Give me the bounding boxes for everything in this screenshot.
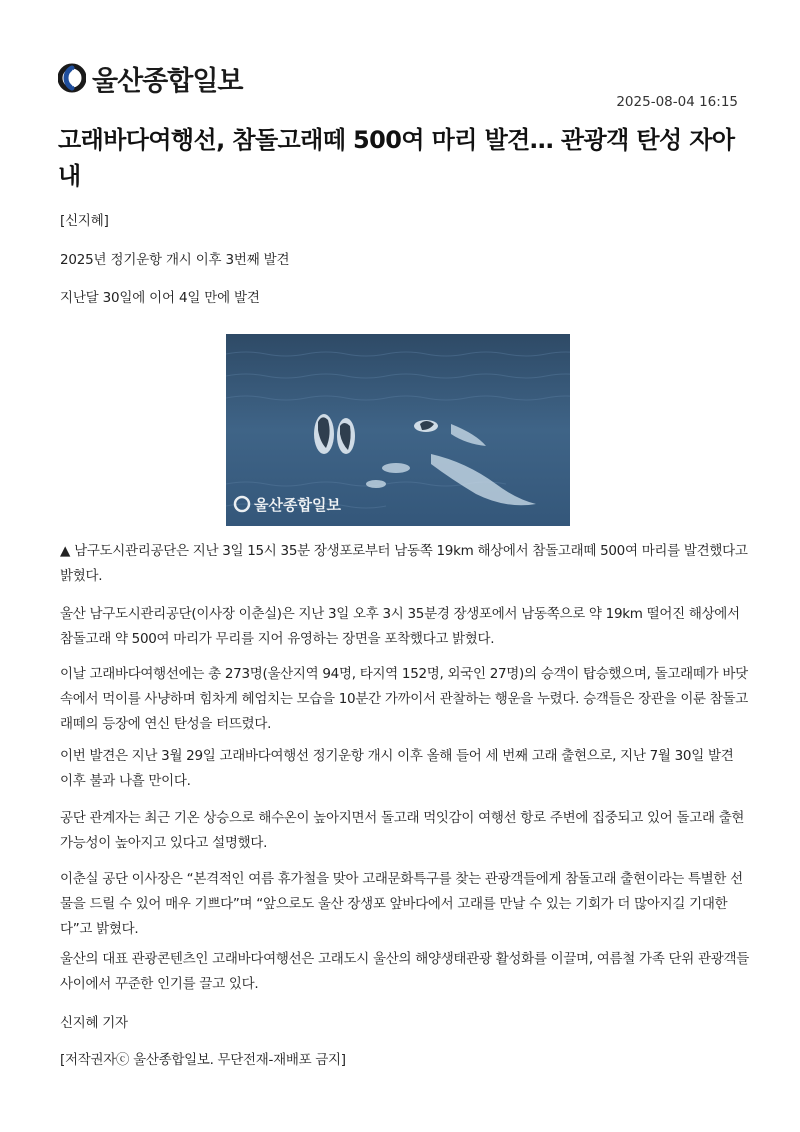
photo-watermark-text: 울산종합일보	[254, 496, 341, 514]
article-datetime: 2025-08-04 16:15	[616, 94, 738, 110]
article-byline: [신지혜]	[60, 213, 109, 229]
newspaper-name: 울산종합일보	[92, 65, 243, 97]
article-paragraph: 울산의 대표 관광콘텐츠인 고래바다여행선은 고래도시 울산의 해양생태관광 활성화를 이끌며, 여름철 가족 단위 관광객들 사이에서 꾸준한 인기를 끌고 있다.	[60, 951, 749, 992]
article-paragraph: 이번 발견은 지난 3월 29일 고래바다여행선 정기운항 개시 이후 올해 들어 세 번째 고래 출현으로, 지난 7월 30일 발견 이후 불과 나흘 만이다.	[60, 748, 734, 789]
article-photo[interactable]	[226, 334, 570, 526]
article-subhead: 2025년 정기운항 개시 이후 3번째 발견	[60, 252, 290, 268]
article-paragraph: 공단 관계자는 최근 기온 상승으로 해수온이 높아지면서 돌고래 먹잇감이 여행선 항로 주변에 집중되고 있어 돌고래 출현 가능성이 높아지고 있다고 설명했다.	[60, 810, 745, 851]
dolphin-sea-image	[226, 334, 570, 526]
article-paragraph: 울산 남구도시관리공단(이사장 이춘실)은 지난 3일 오후 3시 35분경 장생포에서 남동쪽으로 약 19km 떨어진 해상에서 참돌고래 약 500여 마리가 무리를 지어 유영하는 장면을 포착했다고 밝혔다.	[60, 606, 740, 647]
newspaper-logo-icon	[58, 62, 86, 94]
article-reporter: 신지혜 기자	[60, 1015, 128, 1031]
article-copyright: [저작권자ⓒ 울산종합일보. 무단전재-재배포 금지]	[60, 1052, 346, 1068]
article-paragraph: 이날 고래바다여행선에는 총 273명(울산지역 94명, 타지역 152명, 외국인 27명)의 승객이 탑승했으며, 돌고래떼가 바닷속에서 먹이를 사냥하며 힘차게 헤엄치는 모습을 10분간 가까이서 관찰하는 행운을 누렸다. 승객들은 장관을 이룬 참돌고래떼의 등장에 연신 탄성을 터뜨렸다.	[60, 666, 749, 732]
article-title: 고래바다여행선, 참돌고래떼 500여 마리 발견… 관광객 탄성 자아내	[58, 126, 735, 190]
masthead[interactable]	[58, 58, 243, 98]
article-paragraph: 이춘실 공단 이사장은 “본격적인 여름 휴가철을 맞아 고래문화특구를 찾는 관광객들에게 참돌고래 출현이라는 특별한 선물을 드릴 수 있어 매우 기쁘다”며 “앞으로도 울산 장생포 앞바다에서 고래를 만날 수 있는 기회가 더 많아지길 기대한다”고 밝혔다.	[60, 871, 743, 937]
photo-caption: ▲ 남구도시관리공단은 지난 3일 15시 35분 장생포로부터 남동쪽 19km 해상에서 참돌고래떼 500여 마리를 발견했다고 밝혔다.	[60, 543, 748, 584]
article-subhead: 지난달 30일에 이어 4일 만에 발견	[60, 290, 260, 306]
